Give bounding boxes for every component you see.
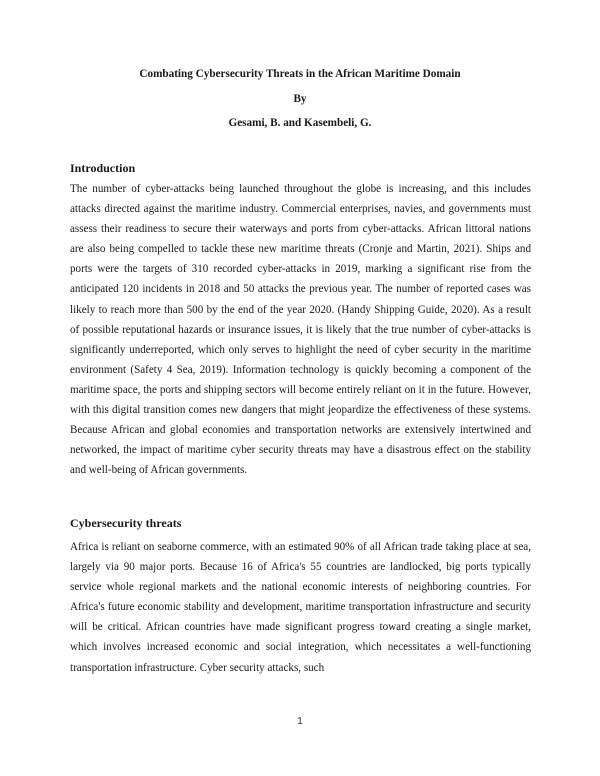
section-body-cybersecurity-threats: Africa is reliant on seaborne commerce, with an estimated 90% of all African trade taking place at sea, largely via 90 major ports. Because 16 of Africa's 55 countries are landlocked, big ports typically service whole regional markets and the national economic interests of neighboring countries. For Africa's future economic stability and development, maritime transportation infrastructure and security will be critical. African countries have made significant progress toward creating a single market, which involves increased economic and social integration, which necessitates a well-functioning transportation infrastructure. Cyber security attacks, such — [70, 541, 531, 674]
section-heading-introduction: Introduction — [70, 161, 136, 175]
paper-authors: Gesami, B. and Kasembeli, G. — [228, 117, 372, 129]
page-number: 1 — [297, 716, 303, 727]
title-block — [0, 69, 600, 129]
paper-title: Combating Cybersecurity Threats in the African Maritime Domain — [139, 68, 461, 80]
section-body-introduction: The number of cyber-attacks being launched throughout the globe is increasing, and this includes attacks directed against the maritime industry. Commercial enterprises, navies, and governments must assess their readiness to secure their waterways and ports from cyber-attacks. African littoral nations are also being compelled to tackle these new maritime threats (Cronje and Martin, 2021). Ships and ports were the targets of 310 recorded cyber-attacks in 2019, marking a significant rise from the anticipated 120 incidents in 2018 and 50 attacks the previous year. The number of reported cases was likely to reach more than 500 by the end of the year 2020. (Handy Shipping Guide, 2020). As a result of possible reputational hazards or insurance issues, it is likely that the true number of cyber-attacks is significantly underreported, which only serves to highlight the need of cyber security in the maritime environment (Safety 4 Sea, 2019). Information technology is quickly becoming a component of the maritime space, the ports and shipping sectors will become entirely reliant on it in the future. However, with this digital transition comes new dangers that might jeopardize the effectiveness of these systems. Because African and global economies and transportation networks are extensively intertwined and networked, the impact of maritime cyber security threats may have a disastrous effect on the stability and well-being of African governments. — [70, 183, 531, 477]
byline-by: By — [293, 93, 307, 105]
section-heading-cybersecurity-threats: Cybersecurity threats — [70, 516, 182, 530]
